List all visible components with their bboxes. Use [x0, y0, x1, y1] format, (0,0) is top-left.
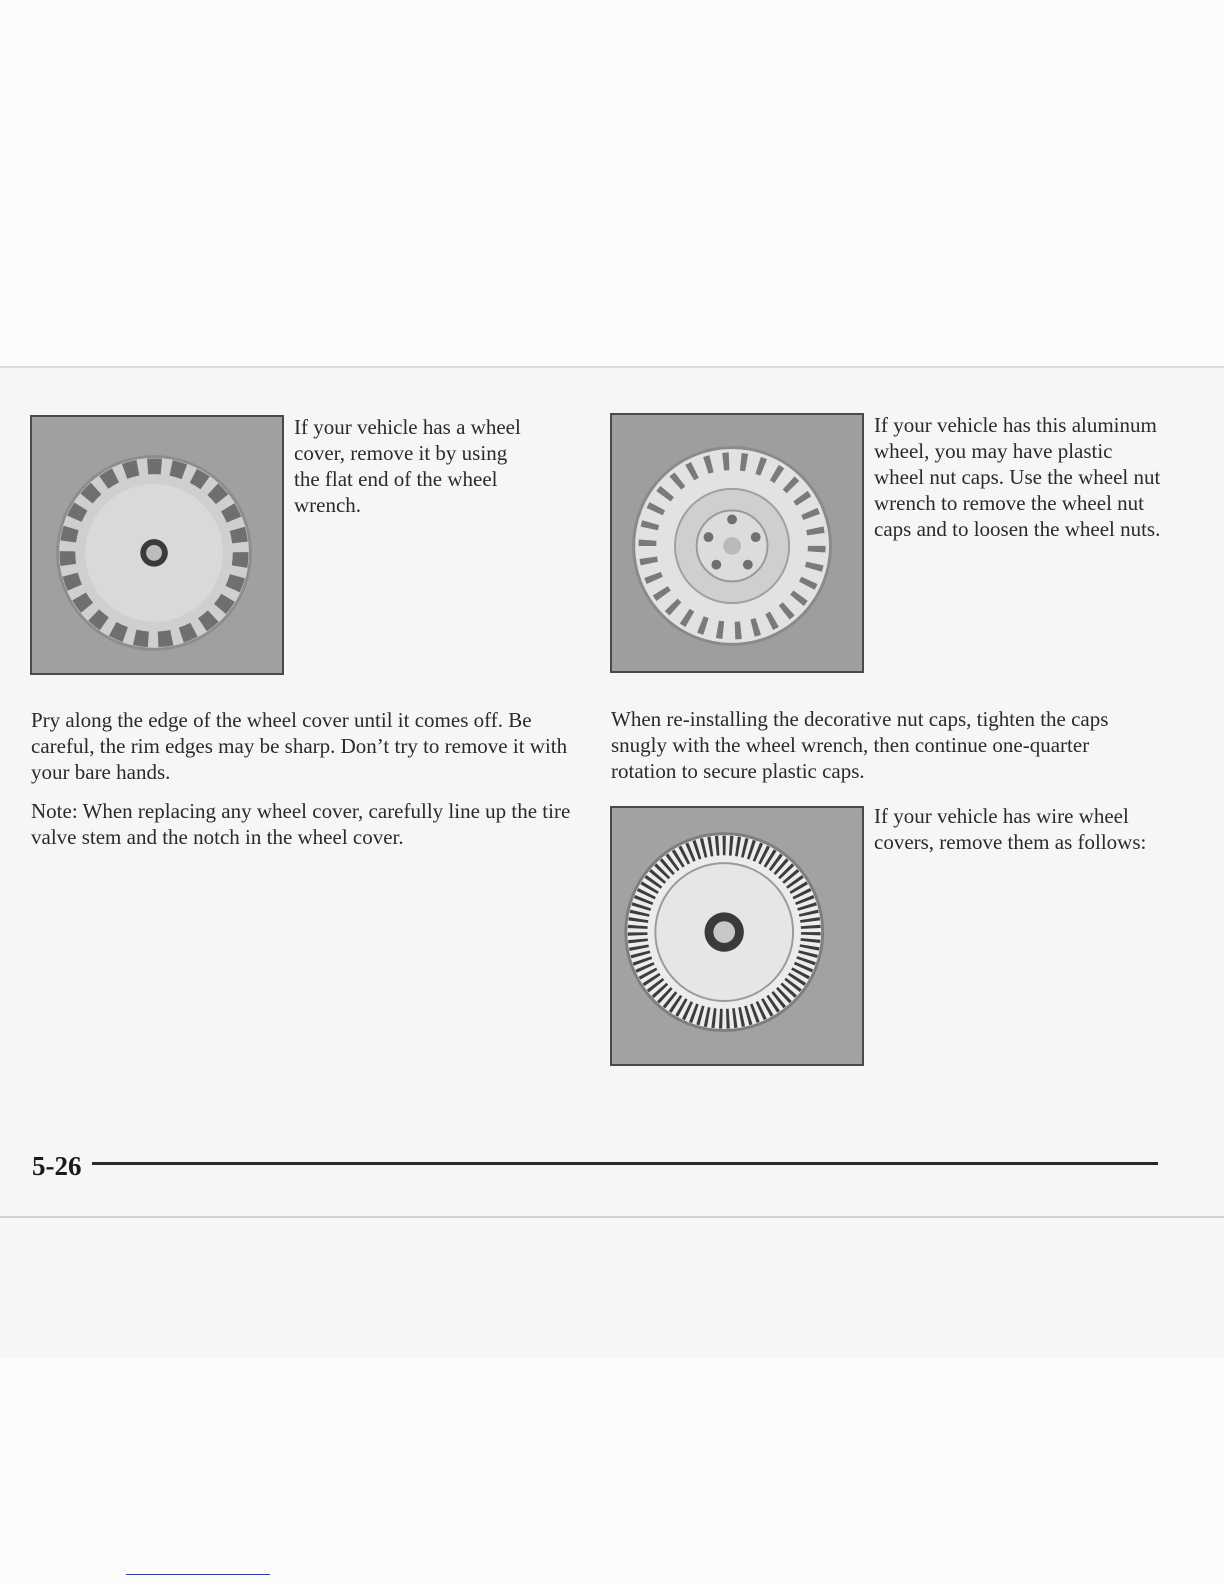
page-number: 5-26 [32, 1151, 82, 1181]
aluminum-wheel-photo [610, 413, 864, 673]
pry-paragraph: Pry along the edge of the wheel cover until it comes off. Be careful, the rim edges may be sharp. Don’t try to remove it with your bare hands. [31, 708, 568, 784]
note-paragraph: Note: When replacing any wheel cover, carefully line up the tire valve stem and the notch in the wheel cover. [31, 799, 571, 849]
reinstall-paragraph: When re-installing the decorative nut caps, tighten the caps snugly with the wheel wrench, then continue one-quarter rotation to secure plastic caps. [611, 707, 1109, 783]
wheel-cover-text: If your vehicle has a wheel cover, remove it by using the flat end of the wheel wrench. [294, 415, 521, 517]
wire-wheel-cover-photo [610, 806, 864, 1066]
footer-rule [92, 1162, 1158, 1165]
wire-cover-text: If your vehicle has wire wheel covers, remove them as follows: [874, 804, 1147, 854]
link-underline [126, 1574, 270, 1575]
wheel-cover-photo [30, 415, 284, 675]
aluminum-wheel-text: If your vehicle has this aluminum wheel, you may have plastic wheel nut caps. Use the wheel nut wrench to remove the wheel nut caps and to loosen the wheel nuts. [874, 413, 1161, 541]
band-bottom-edge [0, 1216, 1224, 1218]
